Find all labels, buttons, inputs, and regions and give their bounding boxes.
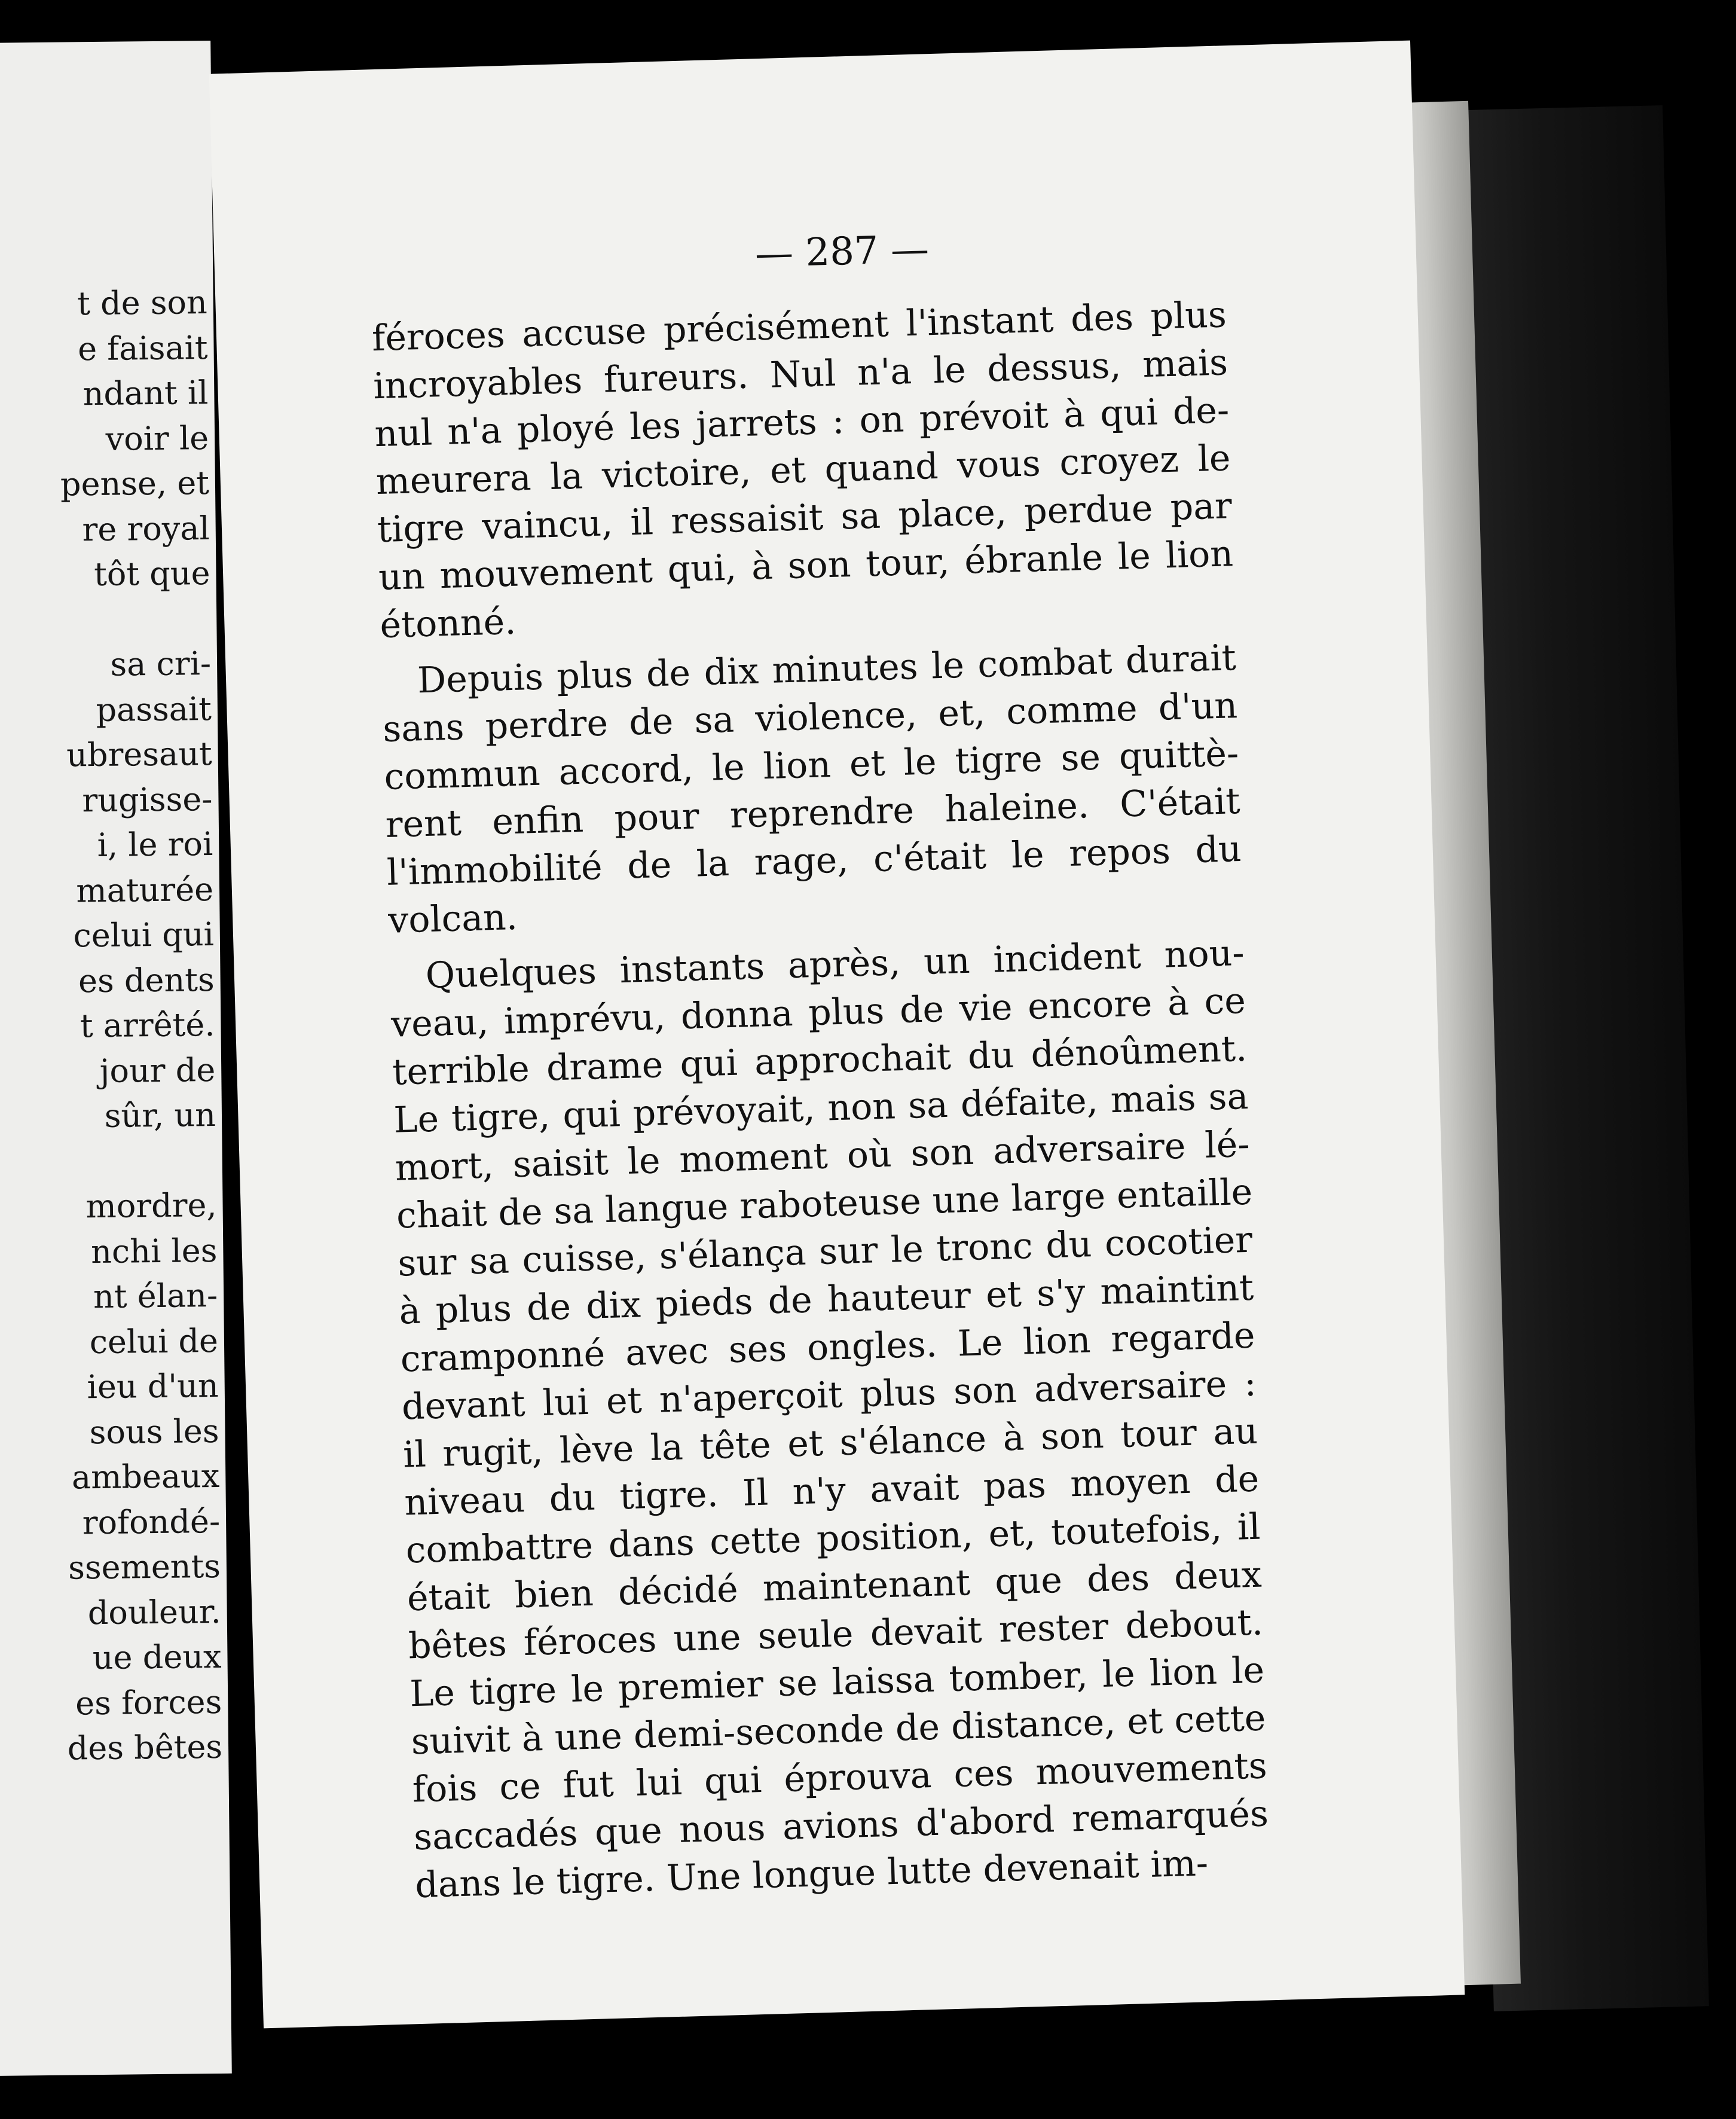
left-page-line: t de son	[77, 283, 208, 323]
left-page-line: ndant il	[82, 374, 209, 413]
text-line: fois ce fut lui qui éprouva ces mouvements	[412, 1745, 1268, 1811]
left-page-line: e faisait	[77, 328, 208, 368]
text-line: incroyables fureurs. Nul n'a le dessus, mais	[372, 341, 1228, 408]
text-line: sans perdre de sa violence, et, comme d'un	[382, 685, 1238, 750]
left-page-line: jour de	[99, 1051, 216, 1090]
left-page-line: ieu d'un	[87, 1366, 219, 1406]
left-page-line: mordre,	[85, 1186, 217, 1226]
left-page-line: rofondé-	[82, 1502, 221, 1541]
left-page-line: pense, et	[60, 464, 210, 503]
left-page-line: es forces	[75, 1683, 222, 1722]
left-page-line: des bêtes	[67, 1727, 223, 1767]
text-line: meurera la victoire, et quand vous croyez le	[375, 437, 1231, 503]
text-line: devant lui et n'aperçoit plus son adversaire :	[401, 1362, 1257, 1428]
text-line: suivit à une demi-seconde de distance, et cette	[410, 1697, 1267, 1763]
left-page-line: voir le	[105, 419, 209, 458]
left-page-line: sa cri-	[110, 644, 212, 683]
text-line: rent enfin pour reprendre haleine. C'était	[384, 780, 1241, 846]
left-page-line: tôt que	[93, 554, 210, 594]
text-line: Depuis plus de dix minutes le combat durait	[417, 637, 1237, 702]
left-page-line: douleur.	[87, 1592, 222, 1632]
left-page-line: i, le roi	[97, 825, 213, 865]
text-line: Le tigre, qui prévoyait, non sa défaite, mais sa	[393, 1075, 1249, 1141]
left-page-line	[0, 1137, 216, 1185]
left-page-line: ubresaut	[66, 734, 213, 774]
text-line: un mouvement qui, à son tour, ébranle le lion	[378, 533, 1234, 599]
text-line: l'immobilité de la rage, c'était le repos du	[386, 828, 1242, 894]
left-page-line: t arrêté.	[80, 1005, 215, 1045]
text-line: Le tigre le premier se laissa tomber, le lion le	[409, 1649, 1265, 1715]
text-line: à plus de dix pieds de hauteur et s'y maintint	[398, 1266, 1255, 1333]
paragraph	[371, 291, 1235, 649]
left-page-line: ssements	[68, 1547, 221, 1587]
paragraph	[389, 929, 1270, 1909]
left-page-text	[0, 280, 222, 1772]
left-page-line: celui qui	[73, 915, 215, 955]
text-line: Quelques instants après, un incident nou-	[425, 932, 1245, 997]
text-line: mort, saisit le moment où son adversaire lé-	[394, 1123, 1251, 1189]
text-line: combattre dans cette position, et, toutefois, il	[405, 1506, 1261, 1572]
paragraph	[381, 634, 1243, 945]
left-page-line: maturée	[76, 870, 214, 909]
text-line: il rugit, lève la tête et s'élance à son tour au	[402, 1410, 1258, 1476]
left-page-line: sûr, un	[104, 1095, 216, 1135]
text-line: cramponné avec ses ongles. Le lion regarde	[399, 1314, 1256, 1381]
text-line: saccadés que nous avions d'abord remarqués	[413, 1793, 1269, 1859]
left-page-line: nchi les	[90, 1231, 218, 1271]
page-number: — 287 —	[754, 227, 930, 277]
left-page-line: re royal	[82, 509, 210, 548]
text-line: niveau du tigre. Il n'y avait pas moyen de	[404, 1458, 1260, 1524]
body-text	[371, 291, 1270, 1909]
left-page-line: passait	[96, 689, 212, 729]
left-page-line: sous les	[89, 1412, 219, 1451]
text-line: tigre vaincu, il ressaisit sa place, perdue par	[377, 485, 1233, 551]
text-line: nul n'a ployé les jarrets : on prévoit à qui de-	[374, 389, 1230, 456]
left-page-line	[0, 596, 211, 644]
text-line: féroces accuse précisément l'instant des plus	[371, 294, 1227, 360]
text-line: dans le tigre. Une longue lutte devenait im-	[414, 1842, 1209, 1907]
text-line: sur sa cuisse, s'élança sur le tronc du cocotier	[397, 1219, 1253, 1285]
left-page-line: ue deux	[92, 1637, 222, 1677]
text-line: chait de sa langue raboteuse une large entaille	[396, 1171, 1254, 1237]
text-line: étonné.	[379, 600, 517, 647]
left-page-line: es dents	[78, 960, 215, 1000]
text-line: était bien décidé maintenant que des deux	[407, 1553, 1263, 1620]
left-page-line: celui de	[89, 1321, 219, 1361]
left-page-line: nt élan-	[93, 1276, 218, 1316]
text-line: volcan.	[387, 896, 518, 942]
text-line: veau, imprévu, donna plus de vie encore à ce	[390, 979, 1246, 1046]
right-page	[209, 41, 1465, 2029]
text-line: commun accord, le lion et le tigre se quittè-	[383, 732, 1240, 798]
text-line: terrible drame qui approchait du dénoûment.	[392, 1027, 1248, 1094]
text-line: bêtes féroces une seule devait rester debout.	[408, 1601, 1264, 1668]
left-page-line: rugisse-	[82, 780, 213, 819]
facing-left-page	[0, 41, 232, 2076]
left-page-line: ambeaux	[71, 1457, 220, 1497]
